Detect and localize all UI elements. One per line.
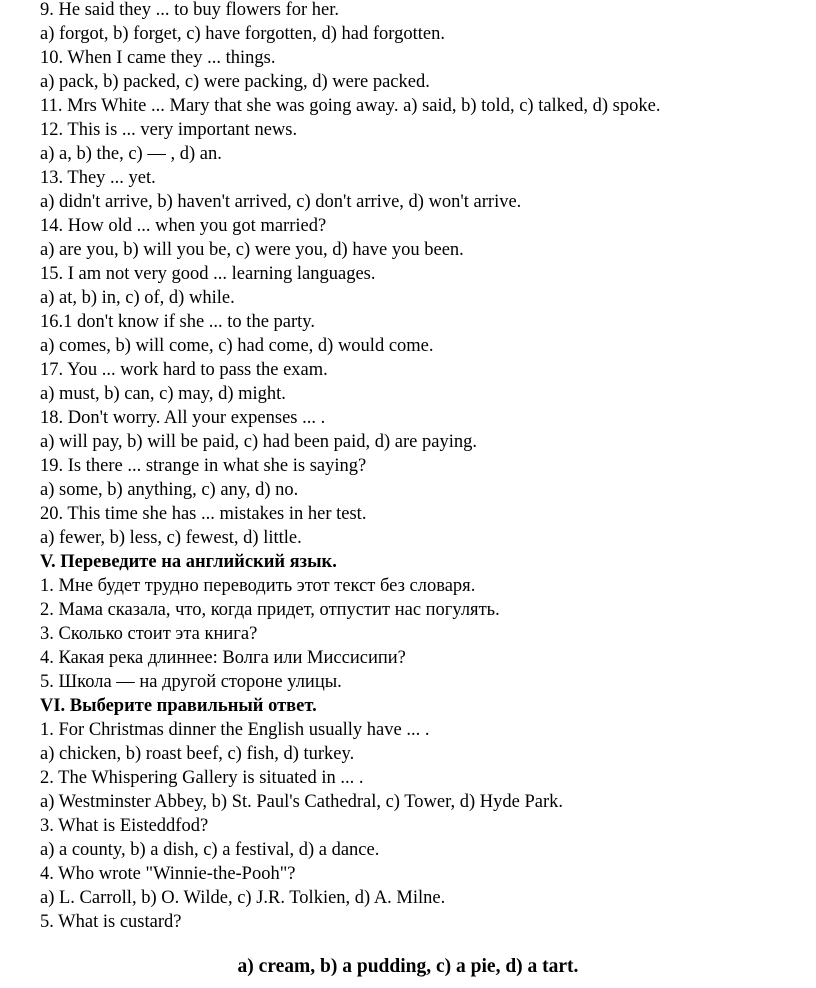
- section-heading: V. Переведите на английский язык.: [40, 552, 337, 572]
- text-line: a) comes, b) will come, c) had come, d) would come.: [40, 336, 434, 356]
- text-line: 14. How old ... when you got married?: [40, 216, 327, 236]
- text-line: a) a, b) the, c) — , d) an.: [40, 144, 222, 164]
- text-line: 19. Is there ... strange in what she is saying?: [40, 456, 367, 476]
- text-line: 3. Сколько стоит эта книга?: [40, 624, 258, 644]
- text-line: a) chicken, b) roast beef, c) fish, d) turkey.: [40, 744, 355, 764]
- text-line: 4. Who wrote "Winnie-the-Pooh"?: [40, 864, 296, 884]
- text-line: a) are you, b) will you be, c) were you, d) have you been.: [40, 240, 464, 260]
- text-line: 2. The Whispering Gallery is situated in ... .: [40, 768, 364, 788]
- text-line: 5. What is custard?: [40, 912, 182, 932]
- final-answer-options: a) cream, b) a pudding, c) a pie, d) a tart.: [237, 956, 579, 977]
- text-line: a) didn't arrive, b) haven't arrived, c) don't arrive, d) won't arrive.: [40, 192, 522, 212]
- text-line: a) a county, b) a dish, c) a festival, d) a dance.: [40, 840, 380, 860]
- text-line: 17. You ... work hard to pass the exam.: [40, 360, 328, 380]
- text-line: a) will pay, b) will be paid, c) had been paid, d) are paying.: [40, 432, 477, 452]
- text-line: 2. Мама сказала, что, когда придет, отпустит нас погулять.: [40, 600, 500, 620]
- text-line: 5. Школа — на другой стороне улицы.: [40, 672, 342, 692]
- text-line: 4. Какая река длиннее: Волга или Миссисипи?: [40, 648, 406, 668]
- text-line: 1. Мне будет трудно переводить этот текст без словаря.: [40, 576, 476, 596]
- text-line: a) Westminster Abbey, b) St. Paul's Cathedral, c) Tower, d) Hyde Park.: [40, 792, 564, 812]
- text-line: 15. I am not very good ... learning languages.: [40, 264, 376, 284]
- text-line: 18. Don't worry. All your expenses ... .: [40, 408, 326, 428]
- text-line: a) fewer, b) less, c) fewest, d) little.: [40, 528, 302, 548]
- text-line: a) forgot, b) forget, c) have forgotten, d) had forgotten.: [40, 24, 445, 44]
- text-line: 3. What is Eisteddfod?: [40, 816, 209, 836]
- text-line: a) pack, b) packed, c) were packing, d) were packed.: [40, 72, 430, 92]
- text-line: 12. This is ... very important news.: [40, 120, 298, 140]
- document-body: [40, 0, 810, 934]
- text-line: 16.1 don't know if she ... to the party.: [40, 312, 315, 332]
- text-line: 20. This time she has ... mistakes in her test.: [40, 504, 367, 524]
- text-line: 10. When I came they ... things.: [40, 48, 276, 68]
- text-line: 9. He said they ... to buy flowers for her.: [40, 0, 340, 20]
- text-line: 13. They ... yet.: [40, 168, 156, 188]
- section-heading: VI. Выберите правильный ответ.: [40, 696, 317, 716]
- text-line: 1. For Christmas dinner the English usually have ... .: [40, 720, 430, 740]
- text-line: 11. Mrs White ... Mary that she was going away. a) said, b) told, c) talked, d) spoke.: [40, 96, 661, 116]
- text-line: a) some, b) anything, c) any, d) no.: [40, 480, 299, 500]
- text-line: a) must, b) can, c) may, d) might.: [40, 384, 286, 404]
- text-line: a) L. Carroll, b) O. Wilde, c) J.R. Tolkien, d) A. Milne.: [40, 888, 446, 908]
- text-line: a) at, b) in, c) of, d) while.: [40, 288, 235, 308]
